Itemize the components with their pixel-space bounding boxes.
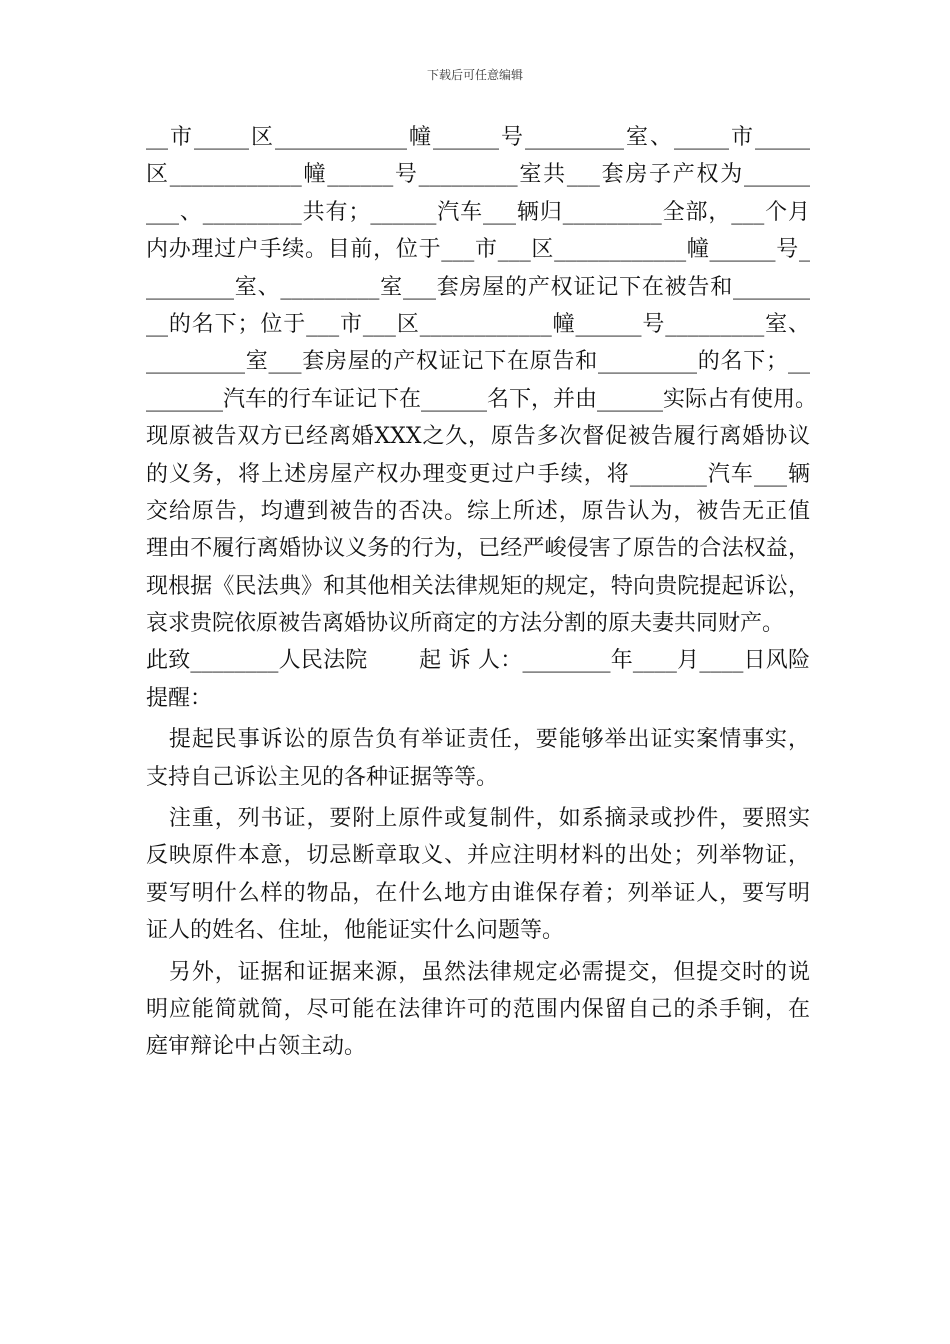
text-line: 支持自己诉讼主见的各种证据等等。 <box>146 764 499 790</box>
text-line: 现原被告双方已经离婚XXX之久，原告多次督促被告履行离婚协议 <box>146 424 810 450</box>
text-line: 内办理过户手续。目前，位于___市___区____________幢______号_ <box>146 237 810 263</box>
text-line: ___、_________共有；______汽车___辆归_________全部，___个月 <box>146 199 810 225</box>
text-line: 另外，证据和证据来源，虽然法律规定必需提交，但提交时的说 <box>146 959 810 985</box>
text-line: 现根据《民法典》和其他相关法律规矩的规定，特向贵院提起诉讼， <box>146 573 810 599</box>
text-line: _________室___套房屋的产权证记下在原告和_________的名下；__ <box>146 349 810 375</box>
text-line: 明应能简就简，尽可能在法律许可的范围内保留自己的杀手锏，在 <box>146 996 810 1022</box>
page-header: 下载后可任意编辑 <box>426 68 523 82</box>
text-line: __的名下；位于___市___区____________幢______号_________室、 <box>146 311 810 337</box>
text-line: 提起民事诉讼的原告负有举证责任，要能够举出证实案情事实， <box>146 727 810 753</box>
document-body <box>146 119 818 1066</box>
text-line: 区____________幢______号_________室共___套房子产权为______ <box>146 162 810 188</box>
text-line: 要写明什么样的物品，在什么地方由谁保存着；列举证人，要写明 <box>146 880 810 906</box>
text-line: 理由不履行离婚协议义务的行为，已经严峻侵害了原告的合法权益， <box>146 536 810 562</box>
text-line: 此致________人民法院 起 诉 人：________年____月____日风险 <box>146 648 810 674</box>
text-line: 的义务，将上述房屋产权办理变更过户手续，将_______汽车___辆 <box>146 461 810 487</box>
text-line: 哀求贵院依原被告离婚协议所商定的方法分割的原夫妻共同财产。 <box>146 611 785 637</box>
text-line: 证人的姓名、住址，他能证实什么问题等。 <box>146 918 565 944</box>
text-line: _______汽车的行车证记下在______名下，并由______实际占有使用。 <box>146 386 818 412</box>
text-line: 反映原件本意，切忌断章取义、并应注明材料的出处；列举物证， <box>146 843 810 869</box>
text-line: ________室、_________室___套房屋的产权证记下在被告和_______ <box>146 274 810 300</box>
text-line: 注重，列书证，要附上原件或复制件，如系摘录或抄件，要照实 <box>146 806 810 832</box>
text-line: 交给原告，均遭到被告的否决。综上所述，原告认为，被告无正值 <box>146 498 810 524</box>
text-line: 庭审辩论中占领主动。 <box>146 1034 367 1060</box>
text-line: __市_____区____________幢______号_________室、_____市_____ <box>146 125 810 150</box>
text-line: 提醒： <box>146 685 213 711</box>
